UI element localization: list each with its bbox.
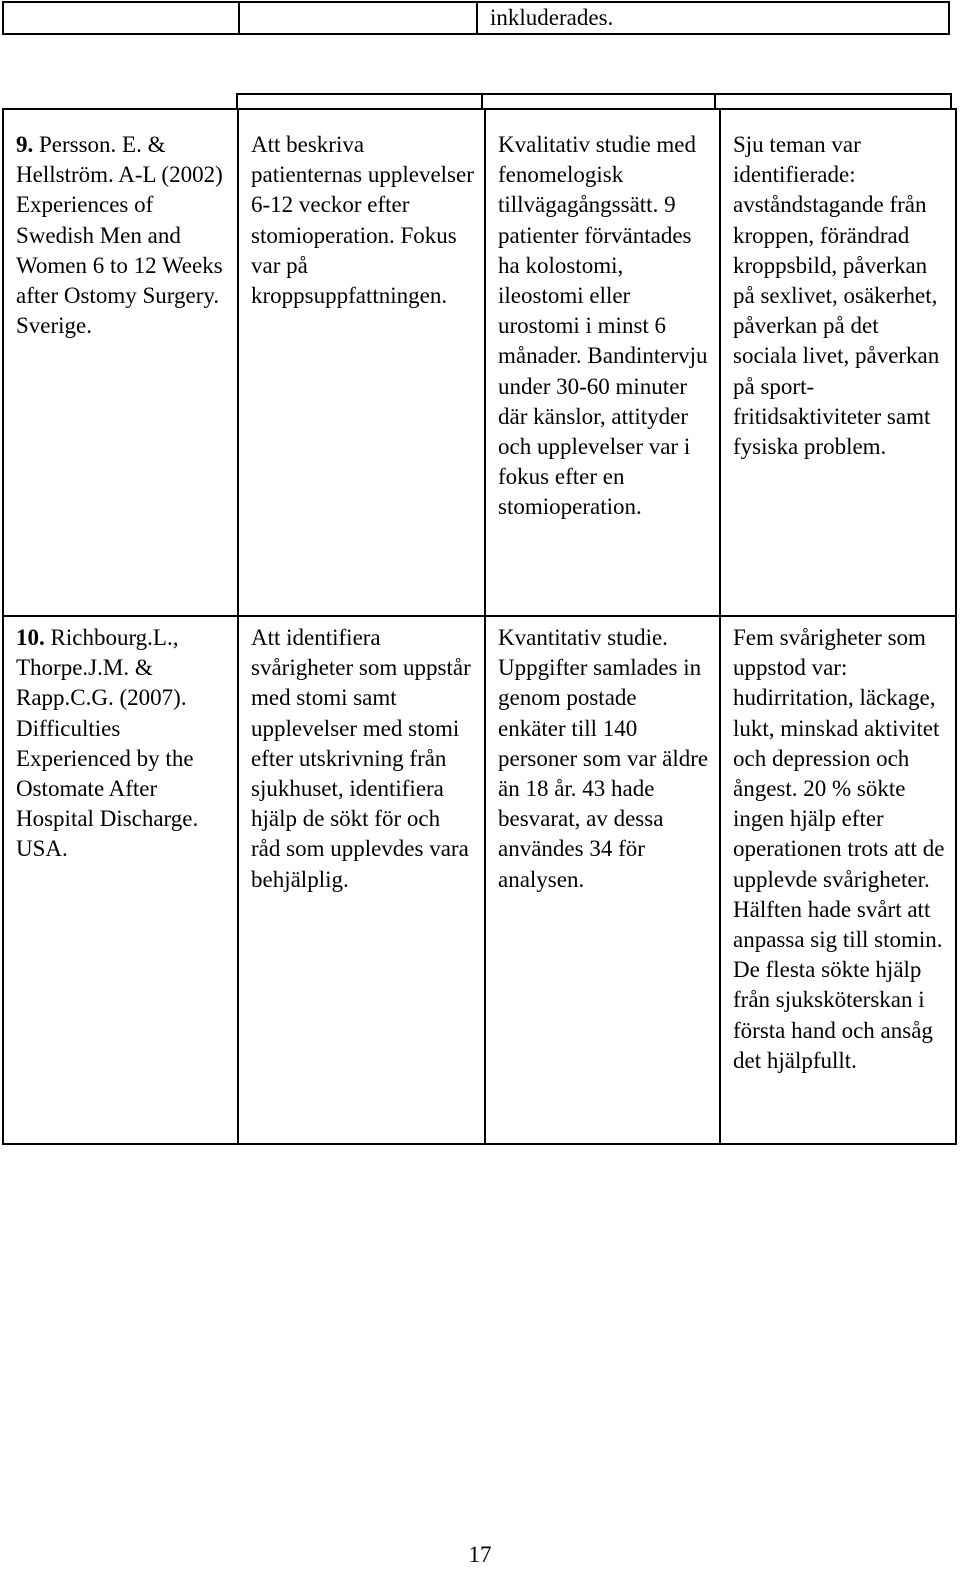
table-divider-fragment <box>716 93 952 109</box>
aim-cell <box>238 616 485 1144</box>
reference-cell <box>3 616 238 1144</box>
method-cell <box>485 616 720 1144</box>
table-divider-fragment <box>481 93 716 109</box>
article-number: 9. <box>16 132 34 157</box>
article-result: Sju teman var identifierade: avståndstagande från kroppen, förändrad kroppsbild, påverkan på sexlivet, osäkerhet, påverkan på det sociala livet, påverkan på sport-fritidsaktiviteter samt fysiska problem. <box>733 132 940 460</box>
article-aim: Att identifiera svårigheter som uppstår med stomi samt upplevelser med stomi efter utskrivning från sjukhuset, identifiera hjälp de sökt för och råd som upplevdes vara behjälplig. <box>251 625 471 892</box>
article-number: 10. <box>16 625 45 650</box>
top-cell-2 <box>239 2 477 34</box>
page-number: 17 <box>468 1542 492 1567</box>
result-cell <box>720 616 956 1144</box>
aim-cell <box>238 109 485 616</box>
article-method: Kvalitativ studie med fenomelogisk tillvägagångssätt. 9 patienter förväntades ha kolostomi, ileostomi eller urostomi i minst 6 månader. Bandintervju under 30-60 minuter där känslor, attityder och upplevelser var i fokus efter en stomioperation. <box>498 132 708 520</box>
article-method: Kvantitativ studie. Uppgifter samlades in genom postade enkäter till 140 personer som var äldre än 18 år. 43 hade besvarat, av dessa användes 34 för analysen. <box>498 625 709 892</box>
result-cell <box>720 109 956 616</box>
top-table-row <box>3 2 949 34</box>
method-cell <box>485 109 720 616</box>
top-cell-1 <box>3 2 239 34</box>
article-reference: Richbourg.L., Thorpe.J.M. & Rapp.C.G. (2007). Difficulties Experienced by the Ostomate After Hospital Discharge. USA. <box>16 625 199 862</box>
top-table-fragment <box>2 1 950 35</box>
article-review-table <box>2 108 957 1145</box>
reference-cell <box>3 109 238 616</box>
article-result: Fem svårigheter som uppstod var: hudirritation, läckage, lukt, minskad aktivitet och depression och ångest. 20 % sökte ingen hjälp efter operationen trots att de upplevde svårigheter. Hälften hade svårt att anpassa sig till stomin. De flesta sökte hjälp från sjuksköterskan i första hand och ansåg det hjälpfullt. <box>733 625 945 1073</box>
table-divider-fragment <box>236 93 483 109</box>
table-row <box>3 616 956 1144</box>
table-row <box>3 109 956 616</box>
article-reference: Persson. E. & Hellström. A-L (2002) Experiences of Swedish Men and Women 6 to 12 Weeks after Ostomy Surgery. Sverige. <box>16 132 223 339</box>
article-aim: Att beskriva patienternas upplevelser 6-12 veckor efter stomioperation. Fokus var på kroppsuppfattningen. <box>251 132 474 309</box>
top-cell-3: inkluderades. <box>477 2 949 34</box>
